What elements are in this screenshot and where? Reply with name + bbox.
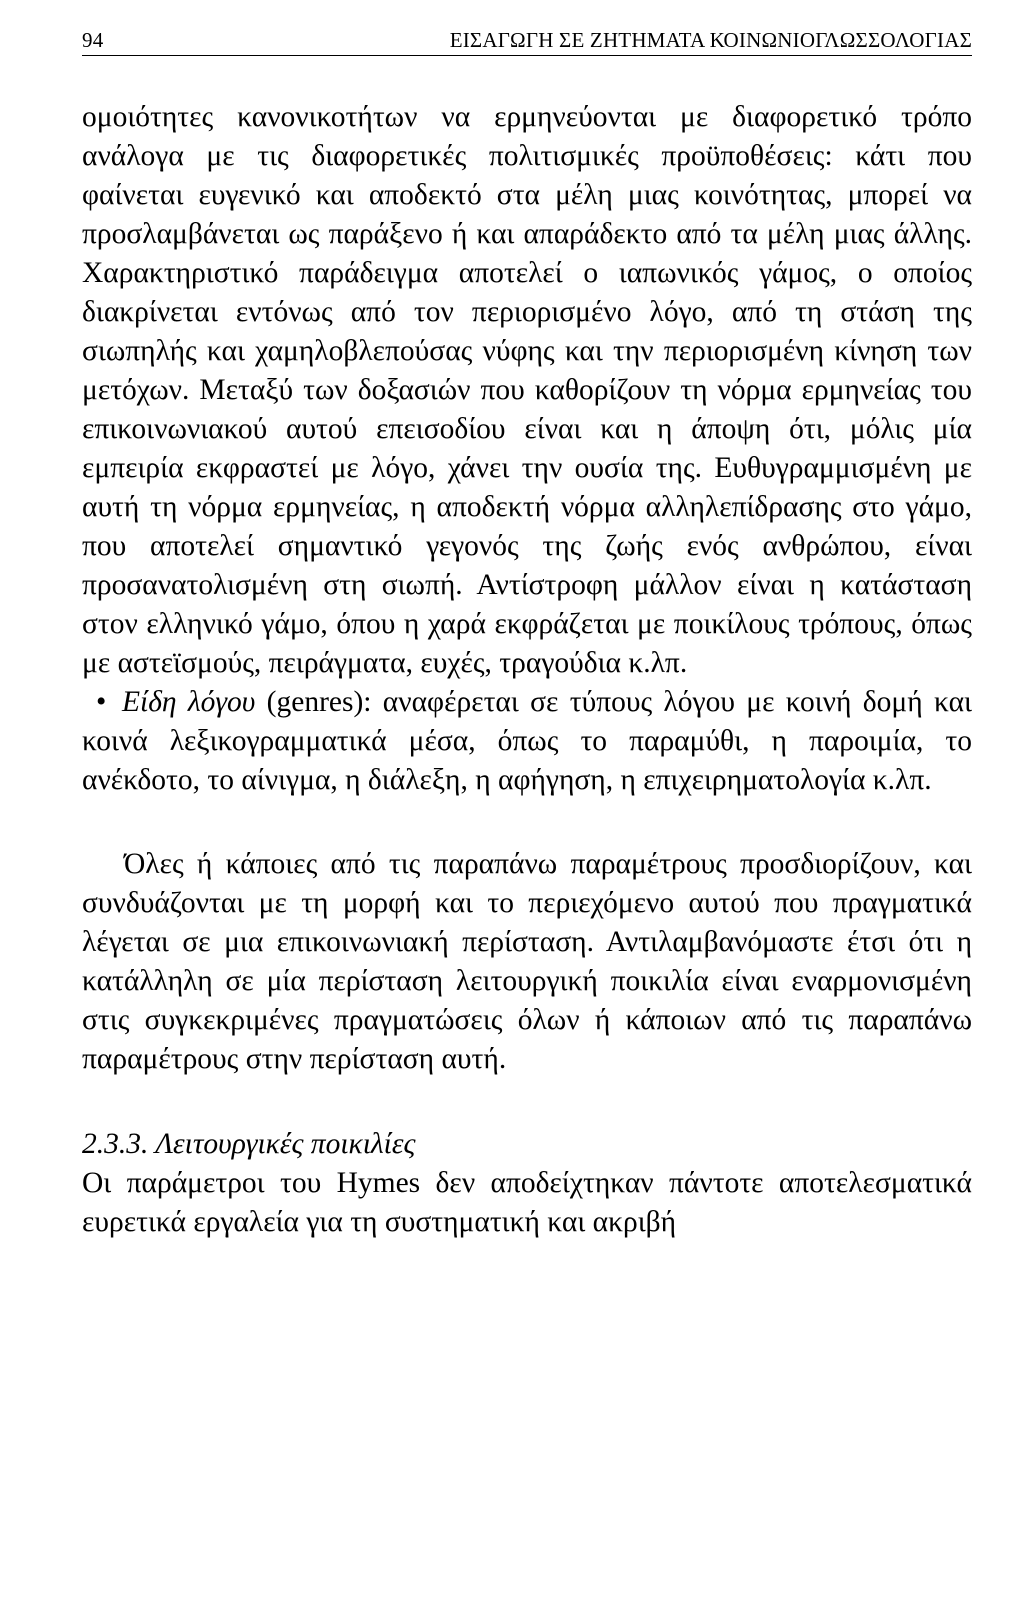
- running-title: ΕΙΣΑΓΩΓΗ ΣΕ ΖΗΤΗΜΑΤΑ ΚΟΙΝΩΝΙΟΓΛΩΣΣΟΛΟΓΙΑΣ: [449, 28, 972, 52]
- body-text: [82, 98, 972, 1242]
- bullet-item-genres: [82, 683, 972, 800]
- running-header: [82, 28, 972, 56]
- bullet-text: (genres): αναφέρεται σε τύπους λόγου με κοινή δομή και κοινά λεξικογραμματικά μέσα, όπως το παραμύθι, η παροιμία, το ανέκδοτο, το αίνιγμα, η διάλεξη, η αφήγηση, η επιχειρηματολογία κ.λπ.: [82, 686, 972, 796]
- bullet-icon: •: [96, 686, 107, 718]
- paragraph-continued: ομοιότητες κανονικοτήτων να ερμηνεύονται με διαφορετικό τρόπο ανάλογα με τις διαφορετικές πολιτισμικές προϋποθέσεις: κάτι που φαίνεται ευγενικό και αποδεκτό στα μέλη μιας κοινότητας, μπορεί να προσλαμβάνεται ως παράξενο ή και απαράδεκτο από τα μέλη μιας άλλης. Χαρακτηριστικό παράδειγμα αποτελεί ο ιαπωνικός γάμος, ο οποίος διακρίνεται εντόνως από τον περιορισμένο λόγο, από τη στάση της σιωπηλής και χαμηλοβλεπούσας νύφης και την περιορισμένη κίνηση των μετόχων. Μεταξύ των δοξασιών που καθορίζουν τη νόρμα ερμηνείας του επικοινωνιακού αυτού επεισοδίου είναι και η άποψη ότι, μόλις μία εμπειρία εκφραστεί με λόγο, χάνει την ουσία της. Ευθυγραμμισμένη με αυτή τη νόρμα ερμηνείας, η αποδεκτή νόρμα αλληλεπίδρασης στο γάμο, που αποτελεί σημαντικό γεγονός της ζωής ενός ανθρώπου, είναι προσανατολισμένη στη σιωπή. Αντίστροφη μάλλον είναι η κατάσταση στον ελληνικό γάμο, όπου η χαρά εκφράζεται με ποικίλους τρόπους, όπως με αστεϊσμούς, πειράγματα, ευχές, τραγούδια κ.λπ.: [82, 101, 972, 679]
- paragraph-hymes: Οι παράμετροι του Hymes δεν αποδείχτηκαν πάντοτε αποτελεσματικά ευρετικά εργαλεία για τη συστηματική και ακριβή: [82, 1167, 972, 1238]
- paragraph-parameters: Όλες ή κάποιες από τις παραπάνω παραμέτρους προσδιορίζουν, και συνδυάζονται με τη μορφή και το περιεχόμενο αυτού που πραγματικά λέγεται σε μια επικοινωνιακή περίσταση. Αντιλαμβανόμαστε έτσι ότι η κατάλληλη σε μία περίσταση λειτουργική ποικιλία είναι εναρμονισμένη στις συγκεκριμένες πραγματώσεις όλων ή κάποιων από τις παραπάνω παραμέτρους στην περίσταση αυτή.: [82, 848, 972, 1075]
- section-heading: 2.3.3. Λειτουργικές ποικιλίες: [82, 1128, 416, 1160]
- bullet-term: Είδη λόγου: [122, 686, 256, 718]
- page-number: 94: [82, 28, 104, 52]
- document-page: [82, 28, 972, 1242]
